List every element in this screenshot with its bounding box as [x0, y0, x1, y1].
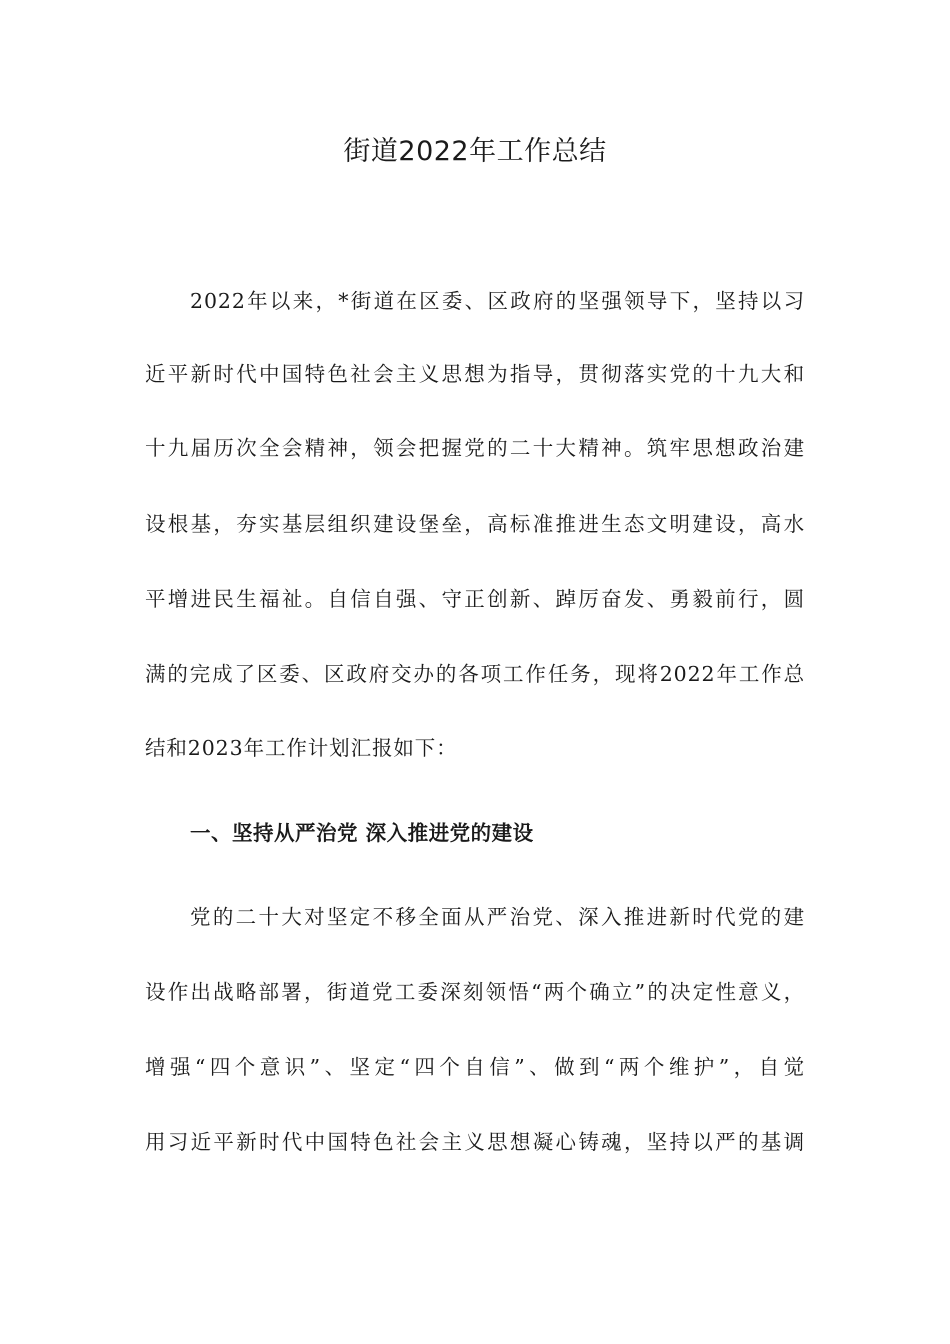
paragraph-1-line: 近平新时代中国特色社会主义思想为指导，贯彻落实党的十九大和 — [145, 362, 805, 386]
paragraph-1-line: 平增进民生福祉。自信自强、守正创新、踔厉奋发、勇毅前行，圆 — [145, 587, 805, 611]
section-1-heading: 一、坚持从严治党 深入推进党的建设 — [190, 821, 534, 845]
paragraph-2-line: 用习近平新时代中国特色社会主义思想凝心铸魂，坚持以严的基调 — [145, 1130, 805, 1154]
paragraph-1-line: 结和2023年工作计划汇报如下： — [145, 736, 458, 760]
paragraph-2-line: 设作出战略部署，街道党工委深刻领悟“两个确立”的决定性意义， — [145, 980, 805, 1004]
paragraph-2-line: 增强“四个意识”、坚定“四个自信”、做到“两个维护”，自觉 — [145, 1055, 805, 1079]
document-title: 街道2022年工作总结 — [343, 136, 607, 167]
paragraph-1-line: 2022年以来，*街道在区委、区政府的坚强领导下，坚持以习 — [190, 289, 805, 313]
paragraph-2-line: 党的二十大对坚定不移全面从严治党、深入推进新时代党的建 — [190, 905, 805, 929]
paragraph-1-line: 设根基，夯实基层组织建设堡垒，高标准推进生态文明建设，高水 — [145, 512, 805, 536]
paragraph-1-line: 满的完成了区委、区政府交办的各项工作任务，现将2022年工作总 — [145, 662, 805, 686]
paragraph-1-line: 十九届历次全会精神，领会把握党的二十大精神。筑牢思想政治建 — [145, 436, 805, 460]
